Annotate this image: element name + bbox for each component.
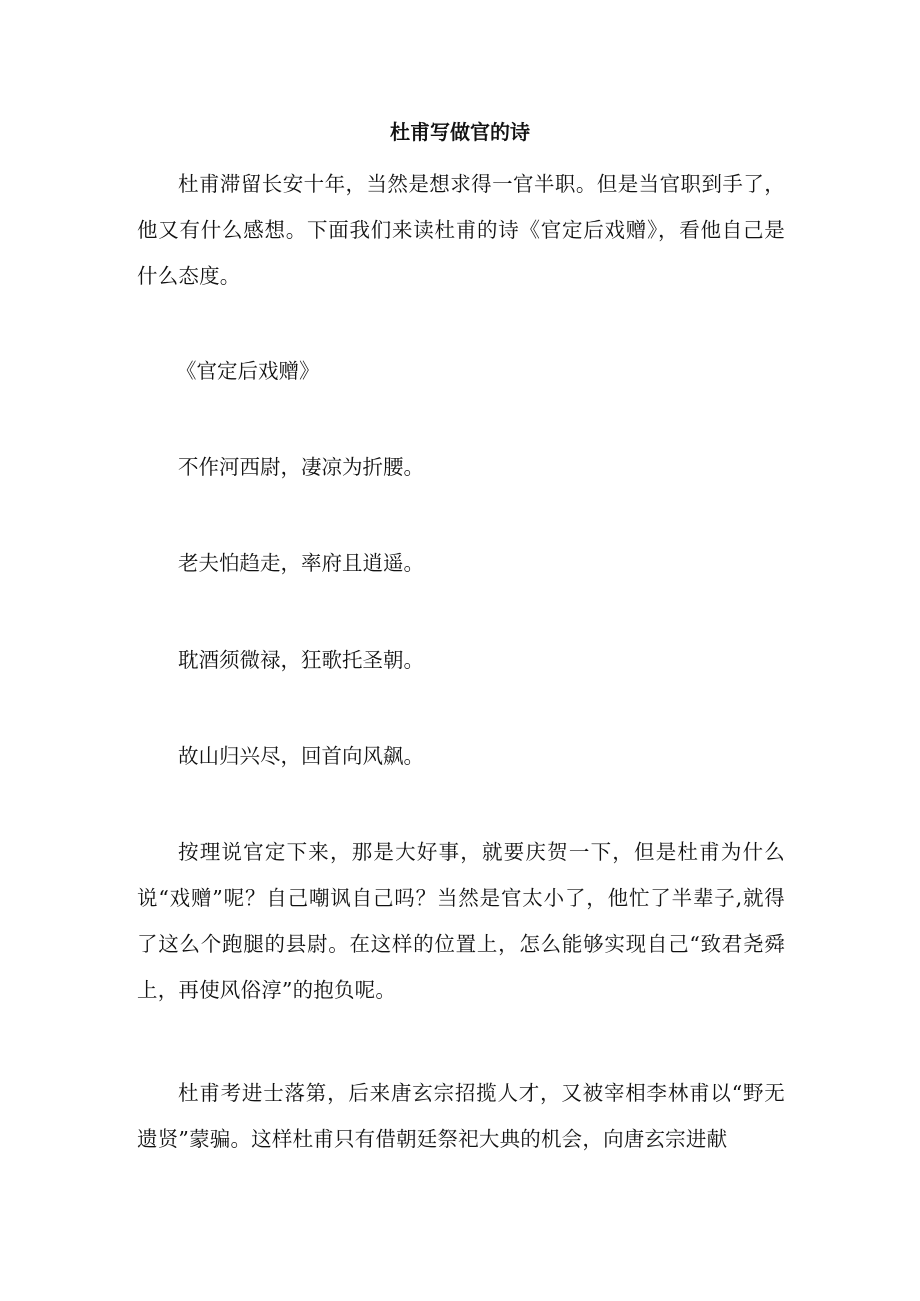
- poem-line-4: 故山归兴尽，回首向风飙。: [178, 744, 424, 768]
- poem-line-1: 不作河西尉，凄凉为折腰。: [178, 455, 424, 479]
- poem-title: 《官定后戏赠》: [176, 359, 320, 383]
- body-paragraph-3: 杜甫考进士落第，后来唐玄宗招揽人才，又被宰相李林甫以“野无遗贤”蒙骗。这样杜甫只有借朝廷祭祀大典的机会，向唐玄宗进献: [137, 1081, 785, 1151]
- poem-line-3: 耽酒须微禄，狂歌托圣朝。: [178, 648, 424, 672]
- document-title: 杜甫写做官的诗: [390, 120, 530, 144]
- poem-line-2: 老夫怕趋走，率府且逍遥。: [178, 551, 424, 575]
- body-paragraph-2: 按理说官定下来，那是大好事，就要庆贺一下，但是杜甫为什么说“戏赠”呢？自己嘲讽自己吗？当然是官太小了，他忙了半辈子,就得了这么个跑腿的县尉。在这样的位置上，怎么能够实现自己“致君尧舜上，再使风俗淳”的抱负呢。: [137, 840, 785, 1002]
- intro-paragraph: 杜甫滞留长安十年，当然是想求得一官半职。但是当官职到手了，他又有什么感想。下面我们来读杜甫的诗《官定后戏赠》，看他自己是什么态度。: [137, 172, 785, 288]
